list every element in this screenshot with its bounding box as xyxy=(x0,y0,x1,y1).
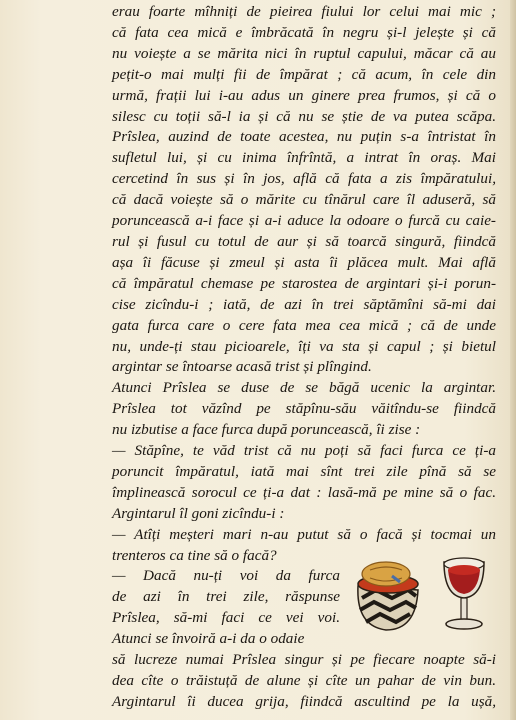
text-line: sufletul lui, și cu inima înfrîntă, a intrat în oraș. Mai xyxy=(112,149,496,167)
text-line: nu izbutise a face furca după poruncească, îi zise : xyxy=(112,421,421,439)
text-line: Prîslea tot văzînd pe stăpînu-său văitîndu-se fiindcă xyxy=(112,400,496,418)
page-edge xyxy=(510,0,516,720)
text-line: de azi în trei zile, răspunse xyxy=(112,588,340,606)
text-line: — Stăpîne, te văd trist că nu poți să faci furca ce ți-a xyxy=(112,442,496,460)
text-line: gata furca care o cere fata mea cea mică ; că de unde xyxy=(112,316,496,334)
text-line: poruncit împăratul, iată mai sînt trei zile pînă să se xyxy=(112,462,496,480)
text-line: erau foarte mîhniți de pieirea fiului lor celui mai mic ; xyxy=(112,3,496,20)
text-line: Prîslea, auzind de toate acestea, nu puțin s-a întristat în xyxy=(112,128,496,146)
basket-icon xyxy=(358,562,418,630)
text-line: cise zicîndu-i ; iată, de azi în trei săptămîni să-mi dai xyxy=(112,295,496,313)
text-line: urmă, frații lui i-au adus un ginere prea frumos, și că o xyxy=(112,86,496,104)
text-line: pețit-o mai mulți fii de împărat ; că acum, în cele din xyxy=(112,65,496,83)
text-line: trenteros ca tine să o facă? xyxy=(112,546,277,564)
text-line: dea cîte o trăistuță de alune și cîte un pahar de vin bun. xyxy=(112,672,496,689)
text-line: — Dacă nu-ți voi da furca xyxy=(112,567,340,585)
text-line: Atunci Prîslea se duse de se băgă ucenic la argintar. xyxy=(112,379,496,397)
wine-goblet-icon xyxy=(444,558,484,629)
text-line: nu, unde-ți stau picioarele, îți va sta și capul ; și bietul xyxy=(112,337,496,355)
text-line: împlinească sorocul ce ți-a dat : lasă-mă pe mine să o fac. xyxy=(112,483,496,501)
text-line: Prîslea, să-mi faci ce vei voi. xyxy=(112,609,340,627)
text-line: Argintarul îi ducea grija, fiindcă ascultind pe la ușă, xyxy=(112,692,496,710)
text-line: silesc cu toții să-l ia și că nu se știe de va putea scăpa. xyxy=(112,107,496,125)
bread-and-wine-illustration xyxy=(352,540,492,636)
text-line: rul și fusul cu totul de aur și să toarcă singură, fiindcă xyxy=(112,232,496,250)
text-line: că dacă voiește să o mărite cu tînărul care îl aduseră, să xyxy=(112,191,496,209)
text-line: — Atîți meșteri mari n-au putut să o facă și tocmai un xyxy=(112,525,496,543)
text-line: că fata cea mică e îmbrăcată în negru și-l jelește și că xyxy=(112,23,496,41)
text-line: că împăratul chemase pe starostea de argintari și-i porun- xyxy=(112,274,496,292)
text-line: cercetind în sus și în jos, află că fata a zis împăratului, xyxy=(112,170,496,188)
text-line: să lucreze numai Prîslea singur și pe fiecare noapte să-i xyxy=(112,651,496,669)
text-line: Argintarul îl goni zicîndu-i : xyxy=(112,504,285,522)
text-line: nu voiește a se mărita nici în ruptul capului, măcar că au xyxy=(112,44,496,62)
text-line: argintar se întoarse acasă trist și plîngind. xyxy=(112,358,372,376)
text-line: Atunci se învoiră a-i da o odaie xyxy=(112,630,305,648)
text-line: poruncească a-i face și a-i aduce la odoare o furcă cu caie- xyxy=(112,212,496,230)
text-line: așa îi făcuse și zmeul și asta îi plăcea mult. Mai află xyxy=(112,253,496,271)
